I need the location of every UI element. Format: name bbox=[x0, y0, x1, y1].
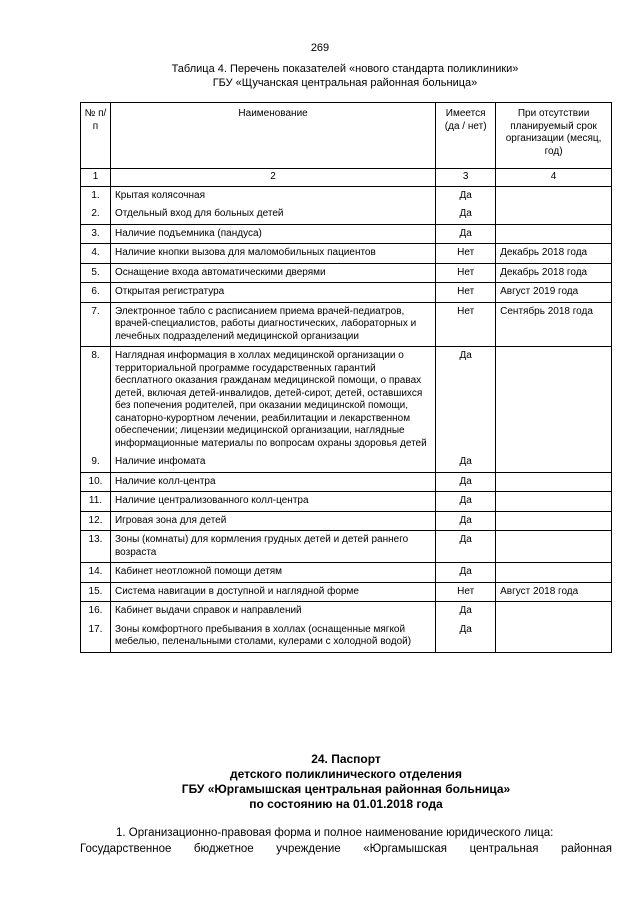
body-paragraph bbox=[80, 825, 612, 857]
row-name: Зоны комфортного пребывания в холлах (оснащенные мягкой мебелью, пеленальными столами, кулерами с холодной водой) bbox=[110, 621, 435, 653]
row-num: 16. bbox=[81, 602, 111, 621]
row-name: Кабинет неотложной помощи детям bbox=[110, 563, 435, 583]
row-avail: Да bbox=[436, 602, 496, 621]
row-num: 11. bbox=[81, 492, 111, 512]
index-row bbox=[81, 169, 612, 187]
table-row bbox=[81, 302, 612, 347]
row-num: 13. bbox=[81, 531, 111, 563]
page-number: 269 bbox=[310, 42, 330, 54]
row-plan: Декабрь 2018 года bbox=[496, 263, 612, 283]
row-plan: Декабрь 2018 года bbox=[496, 244, 612, 264]
row-name: Наличие инфомата bbox=[110, 453, 435, 472]
row-name: Крытая колясочная bbox=[110, 186, 435, 205]
row-avail: Да bbox=[436, 453, 496, 472]
section-title-line-3: ГБУ «Юргамышская центральная районная больница» bbox=[181, 782, 511, 796]
row-name: Наличие кнопки вызова для маломобильных пациентов bbox=[110, 244, 435, 264]
row-num: 9. bbox=[81, 453, 111, 472]
row-name: Отдельный вход для больных детей bbox=[110, 205, 435, 224]
table-row bbox=[81, 492, 612, 512]
row-name: Игровая зона для детей bbox=[110, 511, 435, 531]
row-plan bbox=[496, 224, 612, 244]
header-name: Наименование bbox=[110, 103, 435, 169]
row-name: Электронное табло с расписанием приема врачей-педиатров, врачей-специалистов, работы диагностических, лабораторных и лечебных подразделений медицинской организации bbox=[110, 302, 435, 347]
section-title bbox=[80, 752, 612, 812]
row-name: Кабинет выдачи справок и направлений bbox=[110, 602, 435, 621]
row-name: Наличие централизованного колл-центра bbox=[110, 492, 435, 512]
row-plan bbox=[496, 511, 612, 531]
row-avail: Нет bbox=[436, 302, 496, 347]
row-num: 4. bbox=[81, 244, 111, 264]
row-num: 15. bbox=[81, 582, 111, 602]
row-num: 2. bbox=[81, 205, 111, 224]
index-cell: 2 bbox=[110, 169, 435, 187]
row-name: Открытая регистратура bbox=[110, 283, 435, 303]
header-num: № п/п bbox=[81, 103, 111, 169]
table-row bbox=[81, 263, 612, 283]
row-plan bbox=[496, 602, 612, 653]
row-num: 14. bbox=[81, 563, 111, 583]
row-avail: Да bbox=[436, 224, 496, 244]
row-plan bbox=[496, 563, 612, 583]
indicators-table bbox=[80, 102, 612, 653]
table-row bbox=[81, 531, 612, 563]
row-num: 12. bbox=[81, 511, 111, 531]
table-row bbox=[81, 224, 612, 244]
row-avail: Да bbox=[436, 205, 496, 224]
row-avail: Да bbox=[436, 186, 496, 205]
row-avail: Да bbox=[436, 511, 496, 531]
row-num: 17. bbox=[81, 621, 111, 653]
table-row bbox=[81, 602, 612, 621]
row-avail: Да bbox=[436, 621, 496, 653]
table-row bbox=[81, 283, 612, 303]
row-num: 7. bbox=[81, 302, 111, 347]
header-avail: Имеется (да / нет) bbox=[436, 103, 496, 169]
table-row bbox=[81, 186, 612, 205]
row-plan: Август 2018 года bbox=[496, 582, 612, 602]
row-num: 1. bbox=[81, 186, 111, 205]
index-cell: 4 bbox=[496, 169, 612, 187]
section-title-line-4: по состоянию на 01.01.2018 года bbox=[249, 797, 443, 811]
paragraph-line-1: 1. Организационно-правовая форма и полное наименование юридического лица: bbox=[116, 827, 554, 839]
row-name: Наличие подъемника (пандуса) bbox=[110, 224, 435, 244]
row-plan bbox=[496, 531, 612, 563]
table-row bbox=[81, 347, 612, 454]
row-avail: Да bbox=[436, 492, 496, 512]
table-row bbox=[81, 511, 612, 531]
table-row bbox=[81, 472, 612, 492]
table-row bbox=[81, 582, 612, 602]
section-title-line-1: 24. Паспорт bbox=[311, 752, 381, 766]
row-name: Наглядная информация в холлах медицинской организации о территориальной программе государственных гарантий бесплатного оказания гражданам медицинской помощи, о правах детей, включая детей-инвалидов, детей-сирот, детей, оставшихся без попечения родителей, при оказании медицинской помощи, санаторно-курортном лечении, реабилитации и лекарственном обеспечении; лицензии медицинской организации, наглядные информационные материалы по вопросам охраны здоровья детей bbox=[110, 347, 435, 454]
row-name: Система навигации в доступной и наглядной форме bbox=[110, 582, 435, 602]
row-avail: Нет bbox=[436, 283, 496, 303]
row-num: 10. bbox=[81, 472, 111, 492]
row-avail: Да bbox=[436, 472, 496, 492]
row-plan bbox=[496, 472, 612, 492]
row-avail: Нет bbox=[436, 244, 496, 264]
row-avail: Нет bbox=[436, 582, 496, 602]
row-name: Оснащение входа автоматическими дверями bbox=[110, 263, 435, 283]
row-avail: Да bbox=[436, 347, 496, 454]
section-title-line-2: детского поликлинического отделения bbox=[230, 767, 462, 781]
table-caption bbox=[80, 62, 610, 90]
header-row bbox=[81, 103, 612, 169]
row-name: Зоны (комнаты) для кормления грудных детей и детей раннего возраста bbox=[110, 531, 435, 563]
row-num: 3. bbox=[81, 224, 111, 244]
row-plan bbox=[496, 492, 612, 512]
row-num: 5. bbox=[81, 263, 111, 283]
row-num: 6. bbox=[81, 283, 111, 303]
table-row bbox=[81, 244, 612, 264]
row-avail: Нет bbox=[436, 263, 496, 283]
paragraph-line-2: Государственное бюджетное учреждение «Юргамышская центральная районная bbox=[80, 843, 612, 855]
row-plan: Август 2019 года bbox=[496, 283, 612, 303]
index-cell: 1 bbox=[81, 169, 111, 187]
row-avail: Да bbox=[436, 531, 496, 563]
index-cell: 3 bbox=[436, 169, 496, 187]
row-plan bbox=[496, 186, 612, 224]
row-name: Наличие колл-центра bbox=[110, 472, 435, 492]
row-num: 8. bbox=[81, 347, 111, 454]
header-plan: При отсутствии планируемый срок организации (месяц, год) bbox=[496, 103, 612, 169]
row-plan: Сентябрь 2018 года bbox=[496, 302, 612, 347]
table-row bbox=[81, 563, 612, 583]
caption-line-1: Таблица 4. Перечень показателей «нового стандарта поликлиники» bbox=[171, 63, 519, 75]
row-plan bbox=[496, 347, 612, 473]
caption-line-2: ГБУ «Щучанская центральная районная больница» bbox=[212, 77, 478, 89]
row-avail: Да bbox=[436, 563, 496, 583]
